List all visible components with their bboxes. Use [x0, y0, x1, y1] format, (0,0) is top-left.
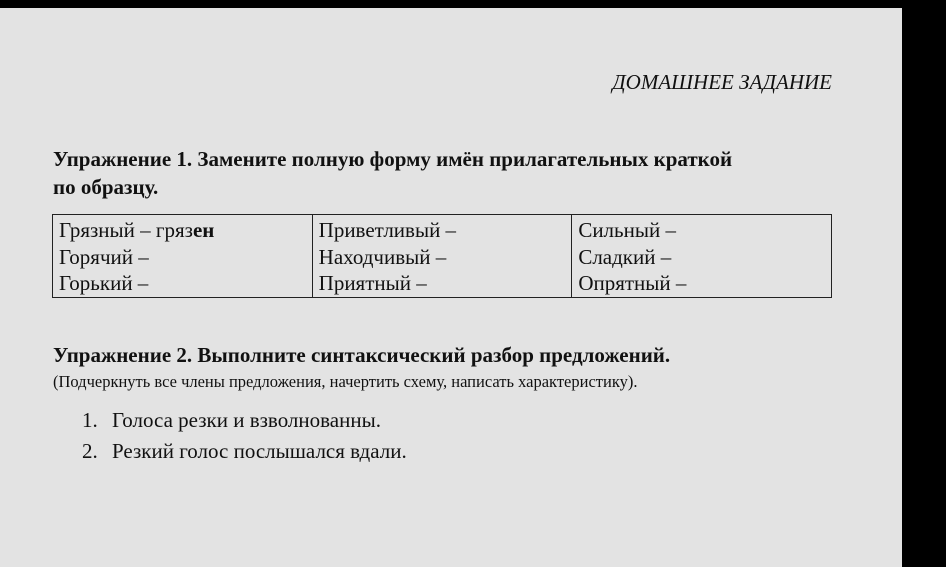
example-prefix: Грязный – гряз: [59, 218, 193, 242]
example-ending: ен: [192, 218, 215, 242]
exercise1-title: [53, 145, 833, 201]
exercise2-title: Упражнение 2. Выполните синтаксический разбор предложений.: [53, 343, 671, 367]
item-text: Голоса резки и взволнованны.: [112, 408, 381, 432]
document-header: ДОМАШНЕЕ ЗАДАНИЕ: [612, 70, 832, 94]
word-goryachiy: Горячий –: [59, 244, 149, 269]
word-opryatnyy: Опрятный –: [578, 271, 687, 295]
word-gryaznyy: [59, 217, 306, 244]
document-page: [0, 8, 902, 567]
table-cell-col3: [572, 215, 832, 298]
word-silnyy: Сильный –: [578, 218, 676, 242]
word-gorkiy: Горький –: [59, 271, 149, 295]
exercise2-note: (Подчеркнуть все члены предложения, начертить схему, написать характеристику).: [53, 372, 638, 391]
item-number: 1.: [82, 408, 98, 432]
list-item: [82, 405, 407, 436]
word-privetlivyy: Приветливый –: [318, 218, 457, 242]
word-priyatnyy: Приятный –: [318, 271, 427, 295]
word-sladkiy: Сладкий –: [578, 244, 672, 269]
item-text: Резкий голос послышался вдали.: [112, 439, 407, 463]
item-number: 2.: [82, 439, 98, 463]
exercise1-title-line1: Упражнение 1. Замените полную форму имён прилагательных краткой: [53, 147, 733, 171]
table-row: [53, 215, 832, 298]
table-cell-col2: [312, 215, 572, 298]
table-cell-col1: [53, 215, 313, 298]
list-item: [82, 436, 407, 467]
exercise1-title-line2: по образцу.: [53, 175, 159, 199]
word-nakhodchivyy: Находчивый –: [318, 244, 447, 269]
adjective-table: [52, 214, 832, 298]
sentence-list: [82, 405, 407, 467]
